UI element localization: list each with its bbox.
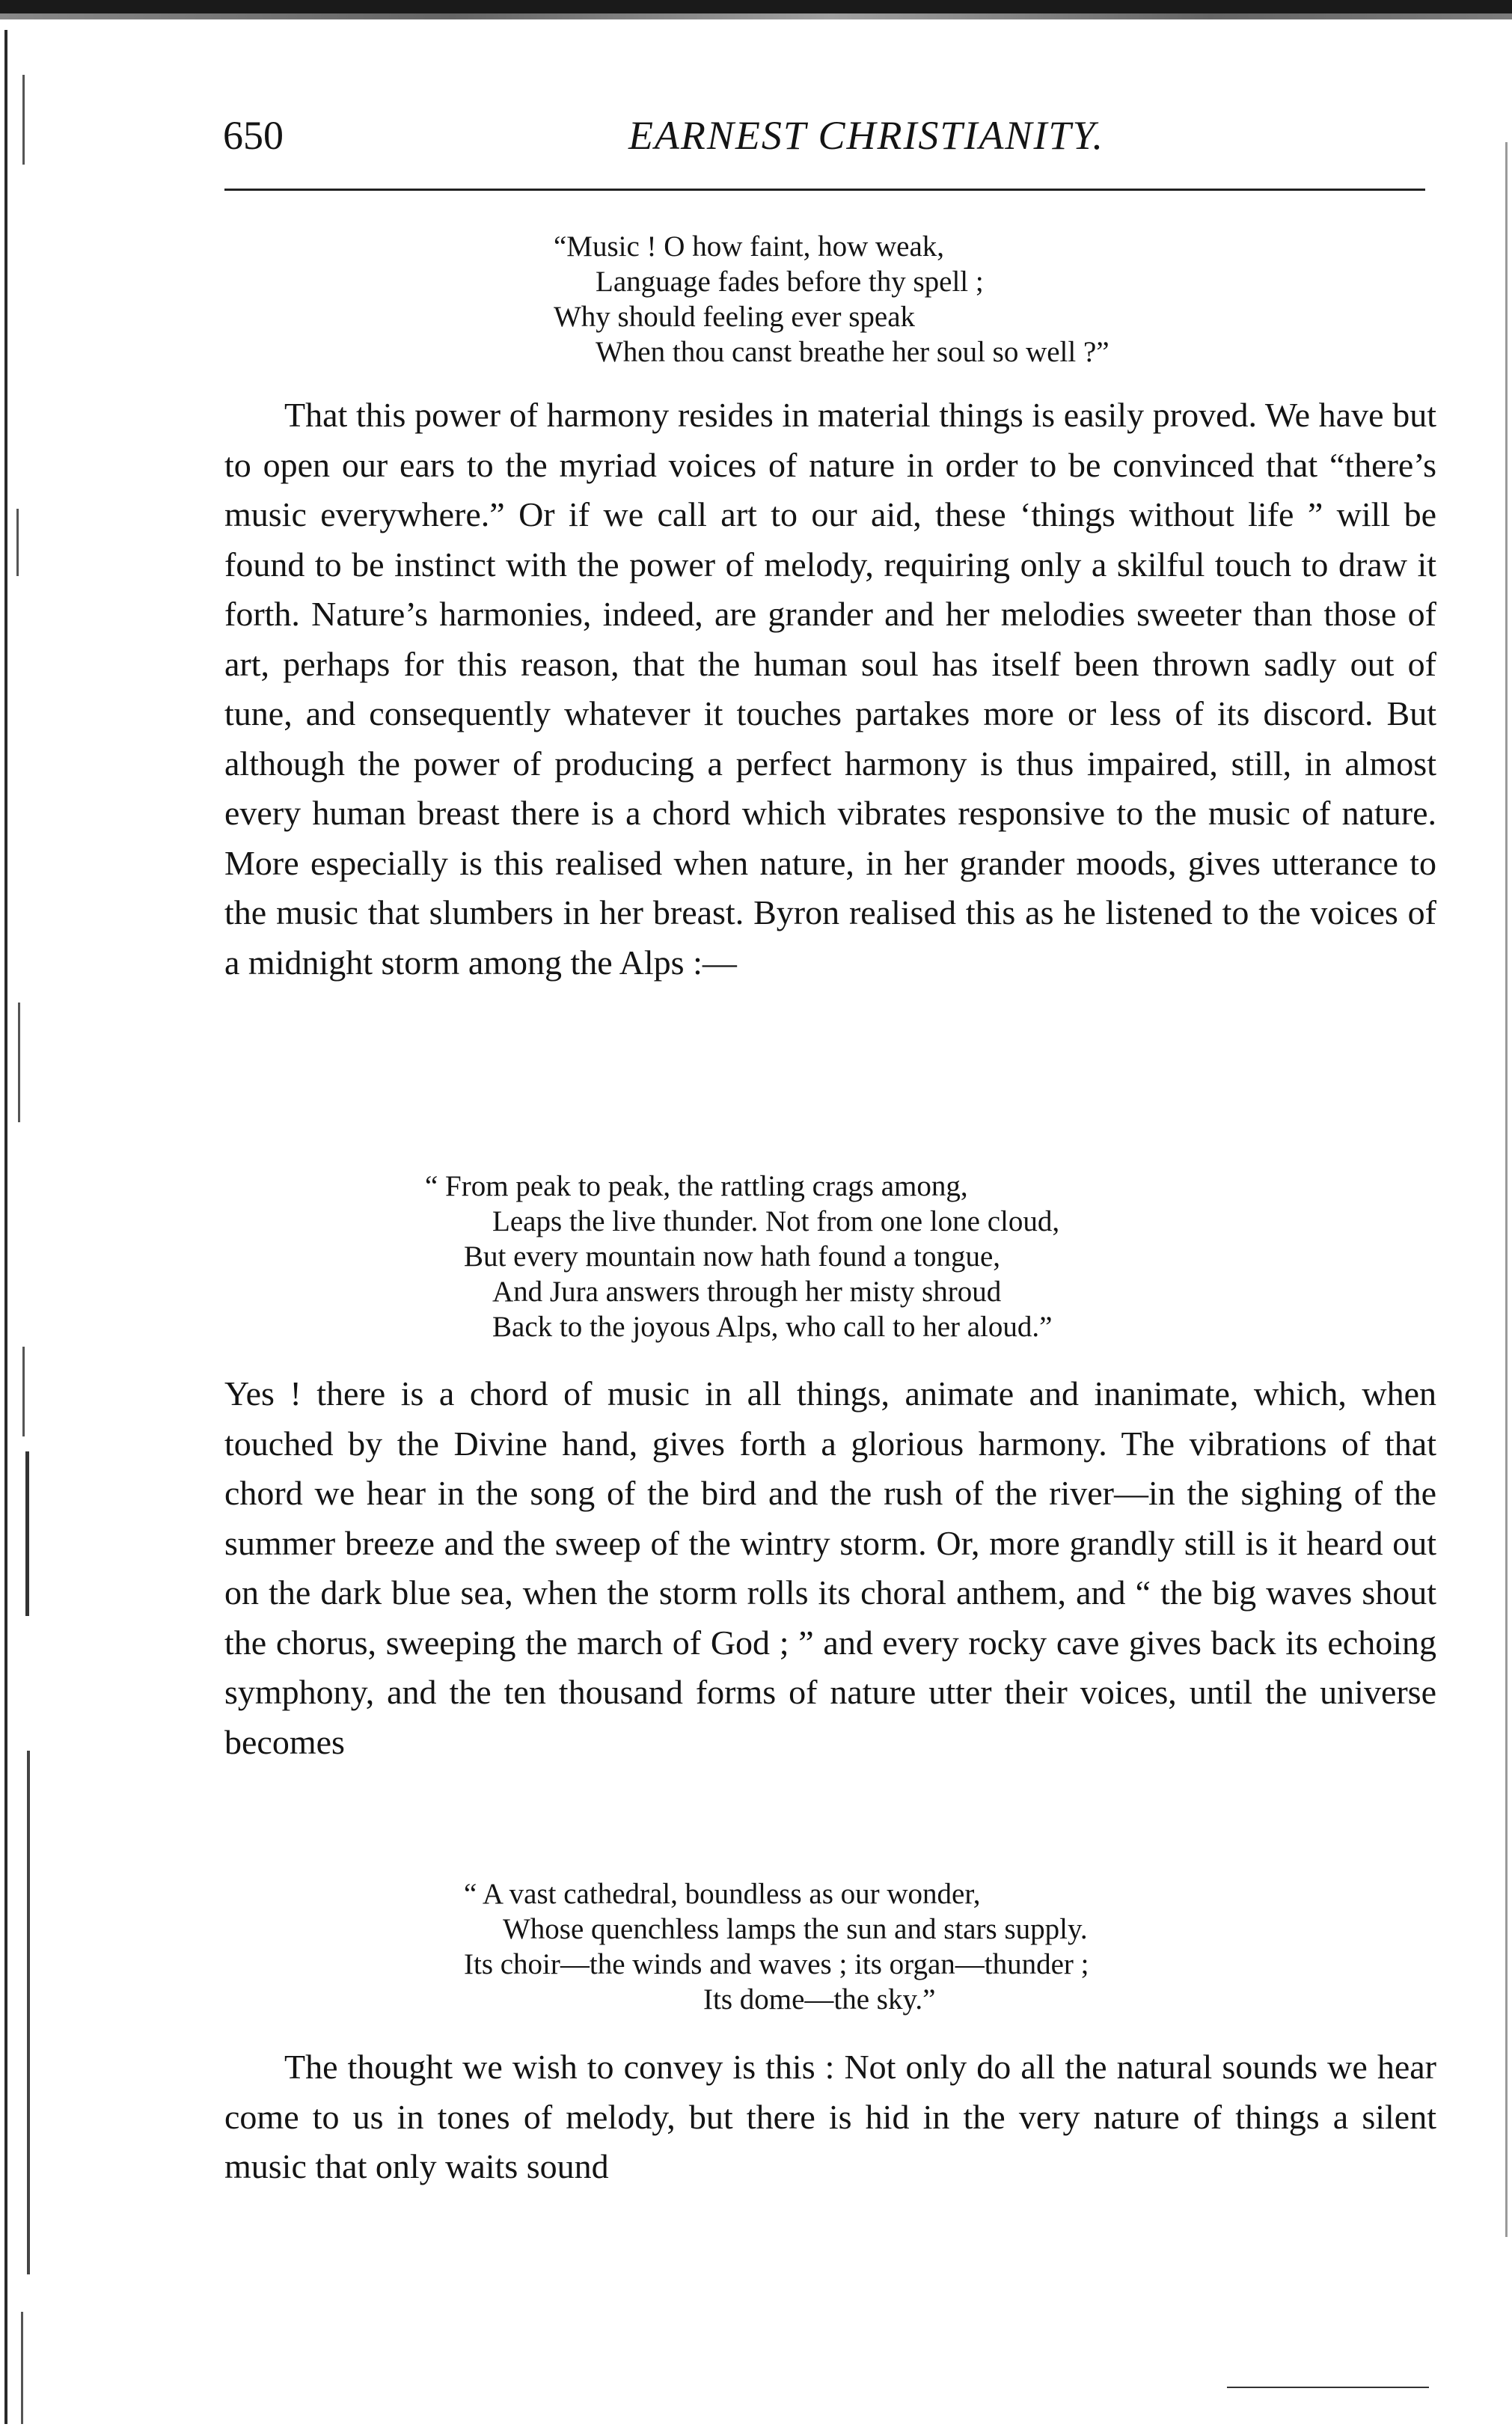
verse-line: Whose quenchless lamps the sun and stars supply.: [503, 1913, 1088, 1945]
paragraph-text: Yes ! there is a chord of music in all things, animate and inanimate, which, when touched by the Divine hand, gives forth a glorious harmony. The vibrations of that chord we hear in the song of the bird and the rush of the river—in the sighing of the summer breeze and the sweep of the wintry storm. Or, more grandly still is it heard out on the dark blue sea, when the storm rolls its choral anthem, and “ the big waves shout the chorus, sweeping the march of God ; ” and every rocky cave gives back its echoing symphony, and the ten thousand forms of nature utter their voices, until the universe becomes: [224, 1374, 1436, 1761]
verse-line: But every mountain now hath found a tongue,: [464, 1240, 1001, 1273]
scan-top-shadow: [0, 13, 1512, 19]
paragraph-body: That this power of harmony resides in material things is easily proved. We have but to open our ears to the myriad voices of nature in order to be convinced that “there’s music everywhere.” Or if we call art to our aid, these ‘things without life ” will be found to be instinct with the power of melody, requiring only a skilful touch to draw it forth. Nature’s harmonies, indeed, are grander and her melodies sweeter than those of art, perhaps for this reason, that the human soul has itself been thrown sadly out of tune, and consequently whatever it touches partakes more or less of its discord. But although the power of producing a perfect harmony is thus impaired, still, in almost every human breast there is a chord which vibrates responsive to the music of nature. More especially is this realised when nature, in her grander moods, gives utterance to the music that slumbers in her breast. Byron realised this as he listened to the voices of a midnight storm among the Alps :—: [224, 396, 1436, 982]
verse-line: “ From peak to peak, the rattling crags among,: [425, 1170, 968, 1202]
gutter-mark: [22, 1347, 25, 1436]
gutter-mark: [25, 1451, 29, 1616]
verse-line: Why should feeling ever speak: [554, 301, 916, 333]
verse-line: Back to the joyous Alps, who call to her aloud.”: [492, 1311, 1053, 1343]
running-head: EARNEST CHRISTIANITY.: [628, 113, 1105, 158]
gutter-mark: [22, 75, 25, 165]
verse-byron: [425, 1169, 1059, 1344]
verse-line: “ A vast cathedral, boundless as our wonder,: [464, 1878, 981, 1910]
verse-line: And Jura answers through her misty shroud: [492, 1276, 1002, 1308]
footer-scan-line: [1227, 2387, 1429, 2388]
gutter-line: [4, 30, 7, 2424]
right-scan-edge: [1505, 142, 1508, 2237]
gutter-mark: [16, 509, 19, 576]
paragraph-text: [224, 2042, 1436, 2192]
verse-line: “Music ! O how faint, how weak,: [554, 230, 945, 263]
binding-gutter: [0, 30, 71, 2424]
page-number: 650: [223, 113, 284, 158]
paragraph-text: [224, 391, 1436, 988]
gutter-mark: [18, 1003, 20, 1122]
gutter-mark: [21, 2312, 23, 2424]
verse-line: When thou canst breathe her soul so well ?”: [596, 336, 1109, 368]
verse-line: Its choir—the winds and waves ; its organ—thunder ;: [464, 1948, 1089, 1980]
paragraph-harmony: [224, 391, 1436, 988]
verse-music: [554, 229, 1109, 370]
paragraph-body: The thought we wish to convey is this : Not only do all the natural sounds we hear come to us in tones of melody, but there is hid in the very nature of things a silent music that only waits sound: [224, 2048, 1436, 2185]
gutter-mark: [27, 1751, 30, 2274]
page-header: [223, 112, 1429, 172]
paragraph-chord: [224, 1369, 1436, 1767]
scan-top-edge: [0, 0, 1512, 13]
verse-line: Leaps the live thunder. Not from one lone cloud,: [492, 1205, 1060, 1237]
paragraph-thought: [224, 2042, 1436, 2192]
verse-cathedral: [464, 1876, 1089, 2017]
verse-line: Language fades before thy spell ;: [596, 266, 984, 298]
header-rule: [224, 189, 1425, 191]
verse-line: Its dome—the sky.”: [703, 1983, 936, 2016]
